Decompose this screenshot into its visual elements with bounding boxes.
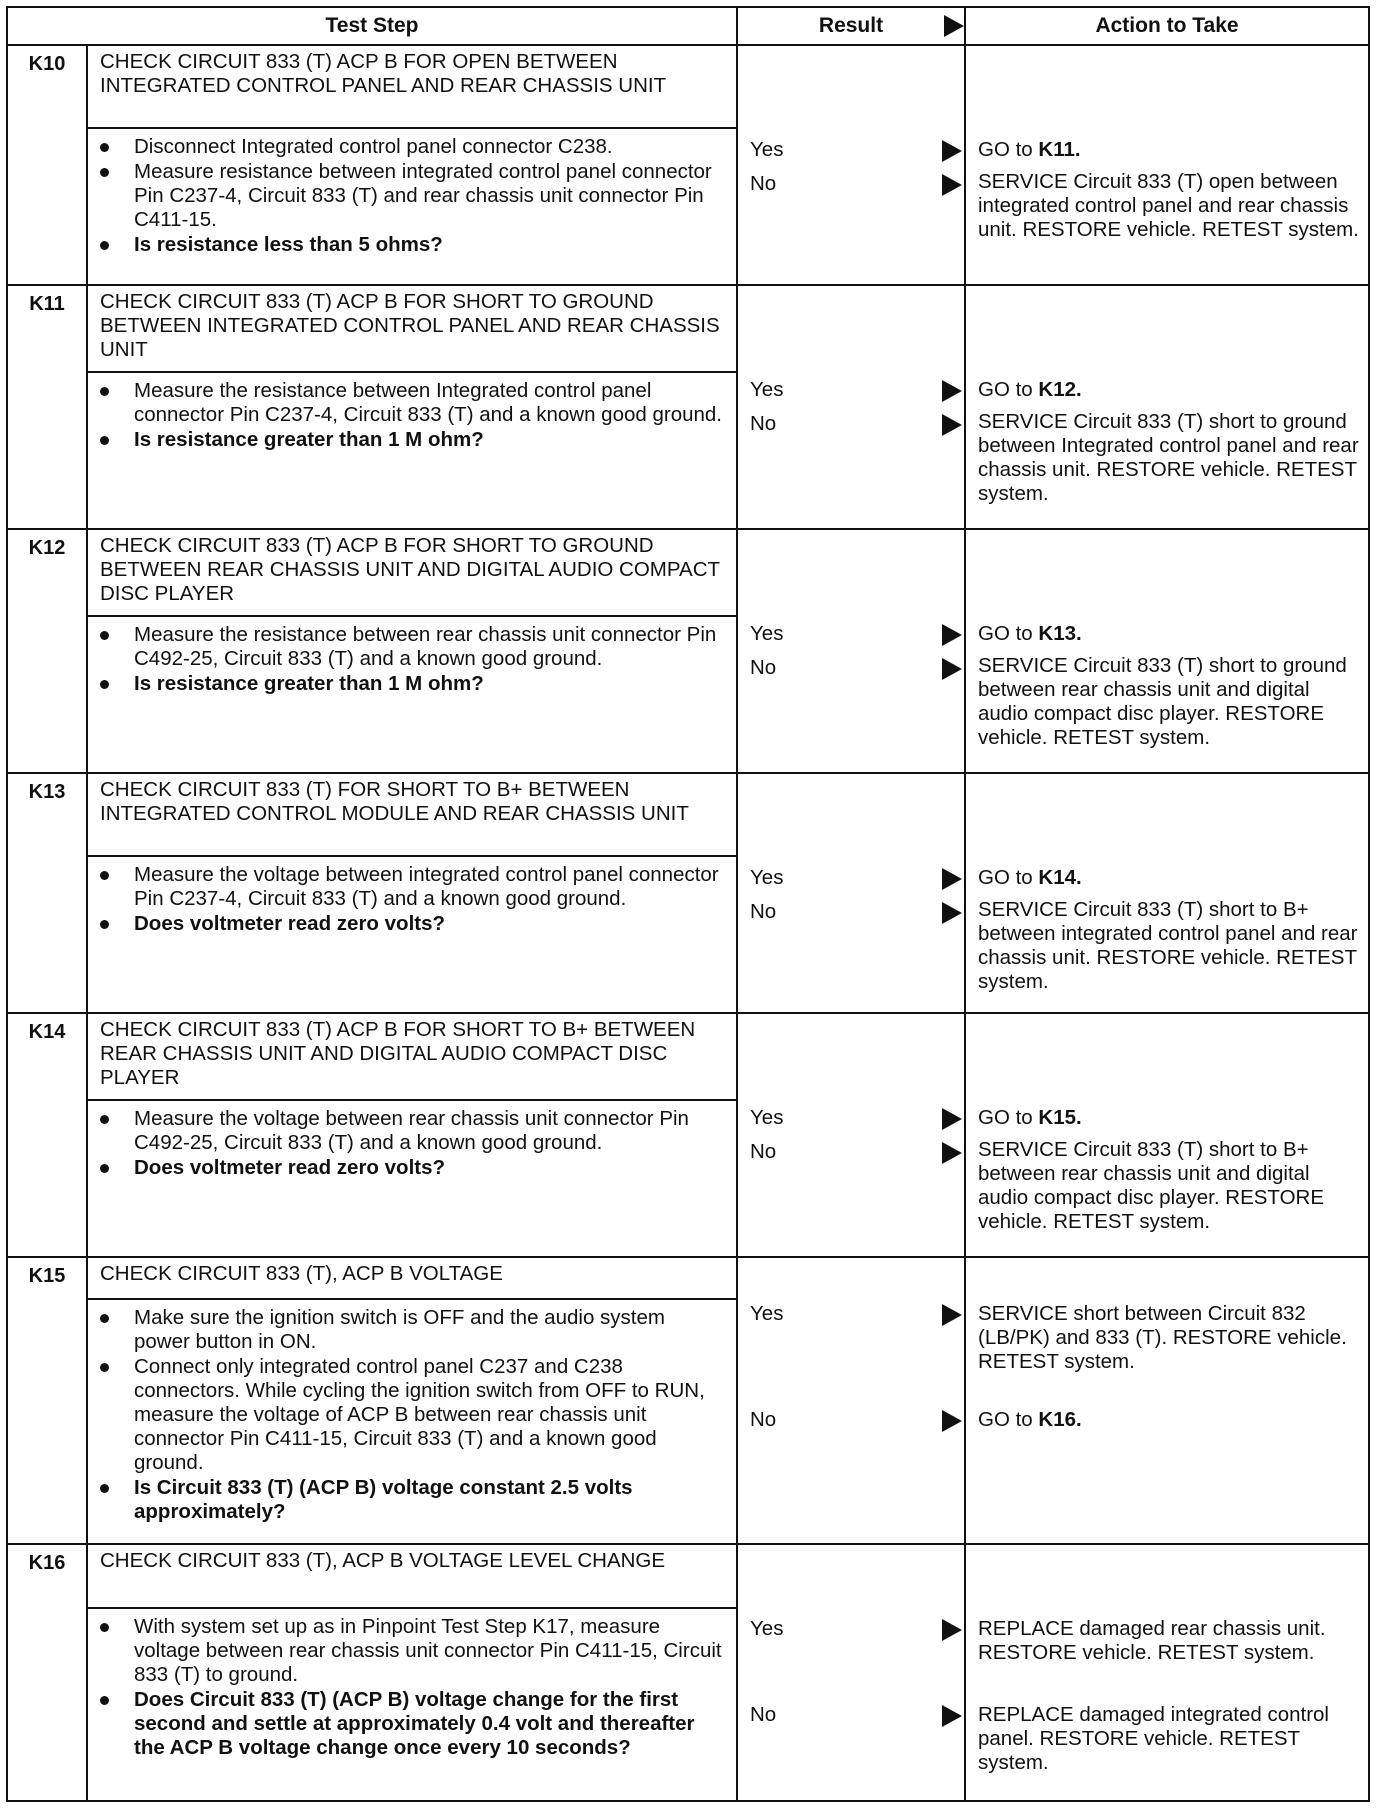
action-instruction: GO to	[978, 1105, 1033, 1129]
step-procedure-list	[88, 135, 726, 257]
bullet-icon	[100, 1623, 109, 1632]
result-label: Yes	[750, 138, 784, 161]
procedure-question	[88, 1476, 726, 1524]
action-target-step: K16.	[1038, 1407, 1082, 1431]
header-result-label: Result	[818, 14, 884, 37]
step-title-row	[7, 1013, 1369, 1100]
result-line	[750, 1408, 964, 1434]
step-title: CHECK CIRCUIT 833 (T) FOR SHORT TO B+ BETWEEN INTEGRATED CONTROL MODULE AND REAR CHASSIS UNIT	[87, 773, 737, 856]
procedure-text: Measure the resistance between Integrated control panel connector Pin C237-4, Circuit 833 (T) and a known good ground.	[134, 378, 723, 426]
arrow-icon	[942, 868, 962, 890]
bullet-icon	[100, 387, 109, 396]
action-instruction: SERVICE short between Circuit 832 (LB/PK) and 833 (T). RESTORE vehicle. RETEST system.	[978, 1301, 1347, 1373]
question-text: Is resistance less than 5 ohms?	[134, 232, 443, 256]
action-target-step: K15.	[1038, 1105, 1082, 1129]
step-title-row	[7, 285, 1369, 372]
arrow-icon	[942, 1108, 962, 1130]
action-cell	[965, 285, 1369, 529]
step-body	[87, 372, 737, 529]
step-id: K12	[7, 529, 87, 773]
action-instruction: GO to	[978, 138, 1033, 161]
result-line	[750, 138, 964, 164]
bullet-icon	[100, 1484, 109, 1493]
action-instruction: GO to	[978, 377, 1033, 401]
procedure-text: Measure the voltage between rear chassis unit connector Pin C492-25, Circuit 833 (T) and a known good ground.	[134, 1106, 689, 1154]
action-target-step: K12.	[1038, 377, 1082, 401]
step-body	[87, 616, 737, 773]
arrow-icon	[942, 380, 962, 402]
action-instruction: SERVICE Circuit 833 (T) short to B+ between integrated control panel and rear chassis unit. RESTORE vehicle. RETEST system.	[978, 897, 1358, 993]
header-test-step: Test Step	[7, 7, 737, 45]
procedure-item	[88, 160, 726, 232]
step-id: K11	[7, 285, 87, 529]
result-cell	[737, 529, 965, 773]
result-label: Yes	[750, 621, 784, 645]
result-line	[750, 378, 964, 404]
action-instruction: REPLACE damaged rear chassis unit. RESTORE vehicle. RETEST system.	[978, 1617, 1326, 1665]
step-id: K13	[7, 773, 87, 1013]
question-text: Does voltmeter read zero volts?	[134, 911, 446, 935]
step-title-row	[7, 45, 1369, 128]
action-text	[978, 410, 1362, 506]
bullet-icon	[100, 631, 109, 640]
result-line	[750, 1617, 964, 1643]
procedure-item	[88, 379, 726, 427]
procedure-question	[88, 1688, 726, 1760]
procedure-question	[88, 912, 726, 936]
pinpoint-test-table	[6, 6, 1370, 1802]
step-title: CHECK CIRCUIT 833 (T) ACP B FOR SHORT TO GROUND BETWEEN REAR CHASSIS UNIT AND DIGITAL AUDIO COMPACT DISC PLAYER	[87, 529, 737, 616]
step-title: CHECK CIRCUIT 833 (T), ACP B VOLTAGE LEVEL CHANGE	[87, 1544, 737, 1608]
bullet-icon	[100, 168, 109, 177]
step-procedure-list	[88, 1306, 726, 1524]
question-text: Is Circuit 833 (T) (ACP B) voltage constant 2.5 volts approximately?	[134, 1476, 633, 1524]
arrow-icon	[942, 1410, 962, 1432]
result-line	[750, 656, 964, 682]
step-title: CHECK CIRCUIT 833 (T) ACP B FOR SHORT TO B+ BETWEEN REAR CHASSIS UNIT AND DIGITAL AUDIO COMPACT DISC PLAYER	[87, 1013, 737, 1100]
action-cell	[965, 529, 1369, 773]
bullet-icon	[100, 1696, 109, 1705]
result-cell	[737, 773, 965, 1013]
action-instruction: SERVICE Circuit 833 (T) open between integrated control panel and rear chassis unit. RESTORE vehicle. RETEST system.	[978, 170, 1359, 241]
result-label: Yes	[750, 1617, 784, 1641]
arrow-icon	[942, 1142, 962, 1164]
result-line	[750, 1140, 964, 1166]
bullet-icon	[100, 1164, 109, 1173]
action-cell	[965, 1257, 1369, 1545]
arrow-icon	[942, 624, 962, 646]
action-text	[978, 138, 1362, 162]
step-body	[87, 1608, 737, 1801]
action-instruction: SERVICE Circuit 833 (T) short to ground between rear chassis unit and digital audio compact disc player. RESTORE vehicle. RETEST system.	[978, 653, 1347, 749]
action-text	[978, 1703, 1362, 1775]
result-label: Yes	[750, 377, 784, 401]
action-cell	[965, 45, 1369, 285]
procedure-question	[88, 233, 726, 257]
procedure-text: Measure resistance between integrated control panel connector Pin C237-4, Circuit 833 (T) and rear chassis unit connector Pin C411-15.	[134, 159, 712, 231]
result-label: Yes	[750, 1105, 784, 1129]
procedure-item	[88, 1615, 726, 1687]
procedure-text: Measure the resistance between rear chassis unit connector Pin C492-25, Circuit 833 (T) and a known good ground.	[134, 622, 717, 670]
result-cell	[737, 285, 965, 529]
result-cell	[737, 1257, 965, 1545]
procedure-item	[88, 1107, 726, 1155]
arrow-icon	[942, 140, 962, 162]
arrow-icon	[942, 1619, 962, 1641]
result-label: No	[750, 411, 777, 435]
procedure-item	[88, 1306, 726, 1354]
procedure-text: Disconnect Integrated control panel connector C238.	[134, 134, 613, 158]
result-label: No	[750, 172, 777, 195]
step-title: CHECK CIRCUIT 833 (T) ACP B FOR OPEN BETWEEN INTEGRATED CONTROL PANEL AND REAR CHASSIS UNIT	[87, 45, 737, 128]
arrow-icon	[942, 1705, 962, 1727]
action-text	[978, 170, 1362, 242]
procedure-item	[88, 623, 726, 671]
step-title-row	[7, 773, 1369, 856]
action-text	[978, 654, 1362, 750]
result-label: Yes	[750, 1301, 784, 1325]
step-title-row	[7, 1544, 1369, 1608]
arrow-icon	[944, 15, 964, 37]
action-instruction: REPLACE damaged integrated control panel. RESTORE vehicle. RETEST system.	[978, 1703, 1329, 1775]
result-cell	[737, 45, 965, 285]
question-text: Is resistance greater than 1 M ohm?	[134, 671, 484, 695]
action-cell	[965, 1013, 1369, 1257]
action-text	[978, 1302, 1362, 1374]
action-cell	[965, 1544, 1369, 1801]
action-text	[978, 1617, 1362, 1665]
procedure-item	[88, 863, 726, 911]
step-body	[87, 856, 737, 1013]
procedure-text: With system set up as in Pinpoint Test Step K17, measure voltage between rear chassis unit connector Pin C411-15, Circuit 833 (T) to ground.	[134, 1614, 722, 1686]
action-text	[978, 622, 1362, 646]
result-line	[750, 866, 964, 892]
action-text	[978, 898, 1362, 994]
action-text	[978, 866, 1362, 890]
step-id: K15	[7, 1257, 87, 1545]
procedure-question	[88, 1156, 726, 1180]
result-line	[750, 412, 964, 438]
table-header-row	[7, 7, 1369, 45]
result-label: No	[750, 1139, 777, 1163]
action-text	[978, 1106, 1362, 1130]
action-text	[978, 1138, 1362, 1234]
procedure-text: Measure the voltage between integrated control panel connector Pin C237-4, Circuit 833 (T) and a known good ground.	[134, 862, 719, 910]
action-target-step: K13.	[1038, 621, 1082, 645]
step-id: K14	[7, 1013, 87, 1257]
arrow-icon	[942, 658, 962, 680]
result-line	[750, 900, 964, 926]
procedure-item	[88, 135, 726, 159]
procedure-text: Connect only integrated control panel C237 and C238 connectors. While cycling the ignition switch from OFF to RUN, measure the voltage of ACP B between rear chassis unit connector Pin C411-15, Circuit 833 (T) and a known good ground.	[134, 1355, 705, 1475]
step-title: CHECK CIRCUIT 833 (T), ACP B VOLTAGE	[87, 1257, 737, 1299]
action-instruction: SERVICE Circuit 833 (T) short to B+ between rear chassis unit and digital audio compact disc player. RESTORE vehicle. RETEST system.	[978, 1137, 1324, 1233]
bullet-icon	[100, 143, 109, 152]
bullet-icon	[100, 241, 109, 250]
result-line	[750, 1703, 964, 1729]
step-procedure-list	[88, 1107, 726, 1180]
step-id: K10	[7, 45, 87, 285]
step-body	[87, 128, 737, 285]
result-cell	[737, 1013, 965, 1257]
step-title-row	[7, 1257, 1369, 1299]
arrow-icon	[942, 414, 962, 436]
table-body	[7, 45, 1369, 1801]
action-instruction: SERVICE Circuit 833 (T) short to ground between Integrated control panel and rear chassis unit. RESTORE vehicle. RETEST system.	[978, 409, 1359, 505]
result-label: No	[750, 655, 777, 679]
action-text	[978, 1408, 1362, 1432]
result-line	[750, 1302, 964, 1328]
procedure-question	[88, 672, 726, 696]
result-label: No	[750, 1703, 777, 1727]
result-line	[750, 1106, 964, 1132]
header-result	[737, 7, 965, 45]
step-procedure-list	[88, 1615, 726, 1760]
action-instruction: GO to	[978, 865, 1033, 889]
action-target-step: K11.	[1038, 138, 1081, 161]
step-title: CHECK CIRCUIT 833 (T) ACP B FOR SHORT TO GROUND BETWEEN INTEGRATED CONTROL PANEL AND REAR CHASSIS UNIT	[87, 285, 737, 372]
bullet-icon	[100, 1115, 109, 1124]
action-cell	[965, 773, 1369, 1013]
result-line	[750, 622, 964, 648]
step-procedure-list	[88, 863, 726, 936]
step-body	[87, 1299, 737, 1544]
step-id: K16	[7, 1544, 87, 1801]
arrow-icon	[942, 1304, 962, 1326]
step-procedure-list	[88, 623, 726, 696]
action-text	[978, 378, 1362, 402]
result-line	[750, 172, 964, 198]
procedure-item	[88, 1355, 726, 1475]
arrow-icon	[942, 902, 962, 924]
procedure-text: Make sure the ignition switch is OFF and the audio system power button in ON.	[134, 1306, 665, 1354]
action-instruction: GO to	[978, 1407, 1033, 1431]
action-instruction: GO to	[978, 621, 1033, 645]
question-text: Does voltmeter read zero volts?	[134, 1155, 446, 1179]
bullet-icon	[100, 871, 109, 880]
result-label: No	[750, 1407, 777, 1431]
result-cell	[737, 1544, 965, 1801]
question-text: Is resistance greater than 1 M ohm?	[134, 427, 484, 451]
step-title-row	[7, 529, 1369, 616]
bullet-icon	[100, 680, 109, 689]
header-action: Action to Take	[965, 7, 1369, 45]
arrow-icon	[942, 174, 962, 196]
pinpoint-test-document	[6, 6, 1368, 1802]
bullet-icon	[100, 1314, 109, 1323]
question-text: Does Circuit 833 (T) (ACP B) voltage change for the first second and settle at approximately 0.4 volt and thereafter the ACP B voltage change once every 10 seconds?	[134, 1687, 695, 1759]
action-target-step: K14.	[1038, 865, 1082, 889]
bullet-icon	[100, 920, 109, 929]
result-label: Yes	[750, 865, 784, 889]
procedure-question	[88, 428, 726, 452]
bullet-icon	[100, 436, 109, 445]
bullet-icon	[100, 1363, 109, 1372]
step-procedure-list	[88, 379, 726, 452]
result-label: No	[750, 899, 777, 923]
step-body	[87, 1100, 737, 1257]
